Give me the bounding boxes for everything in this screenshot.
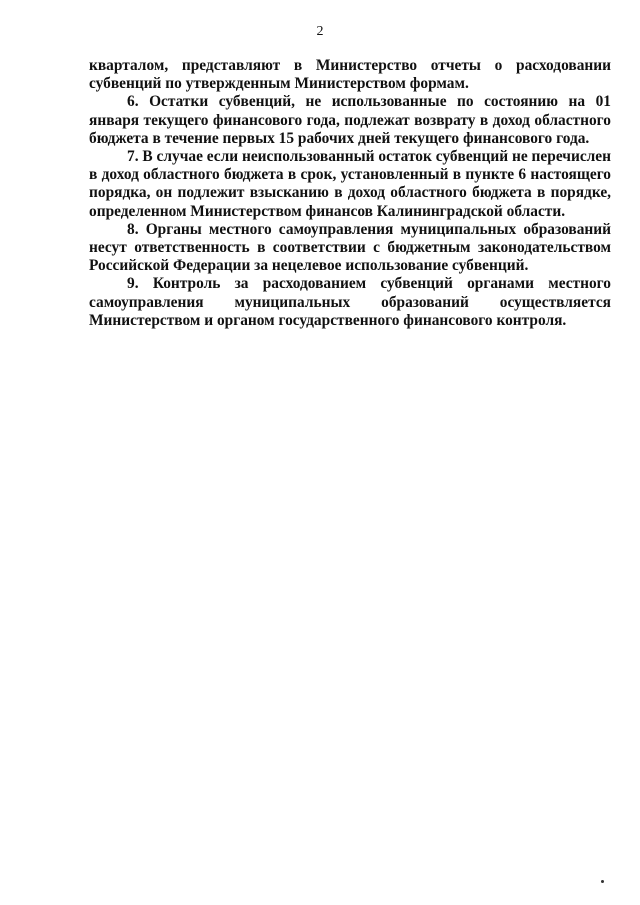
paragraph-number: 7. [127,148,139,166]
paragraph-8 [89,221,611,276]
paragraph-text: Органы местного самоуправления муниципальных образований несут ответственность в соответствии с бюджетным законодательством Российской Федерации за нецелевое использование субвенций. [89,220,611,275]
paragraph-number: 9. [127,275,139,293]
paragraph-number: 8. [127,220,139,238]
paragraph-number: 6. [127,93,139,111]
page-number: 2 [316,24,324,39]
paragraph-text: кварталом, представляют в Министерство отчеты о расходовании субвенций по утвержденным Министерством формам. [89,57,611,93]
paragraph-6 [89,93,611,148]
paragraph-text: В случае если неиспользованный остаток субвенций не перечислен в доход областного бюджета в срок, установленный в пункте 6 настоящего порядка, он подлежит взысканию в доход областного бюджета в порядке, определенном Министерством финансов Калининградской области. [89,148,611,220]
paragraph-continuation [89,57,611,93]
document-body [89,57,611,330]
paragraph-7 [89,148,611,221]
scan-artifact-dot [601,880,604,883]
paragraph-text: Контроль за расходованием субвенций органами местного самоуправления муниципальных образований осуществляется Министерством и органом государственного финансового контроля. [89,275,611,329]
paragraph-9 [89,275,611,330]
paragraph-text: Остатки субвенций, не использованные по состоянию на 01 января текущего финансового года, подлежат возврату в доход областного бюджета в течение первых 15 рабочих дней текущего финансового года. [89,93,611,147]
